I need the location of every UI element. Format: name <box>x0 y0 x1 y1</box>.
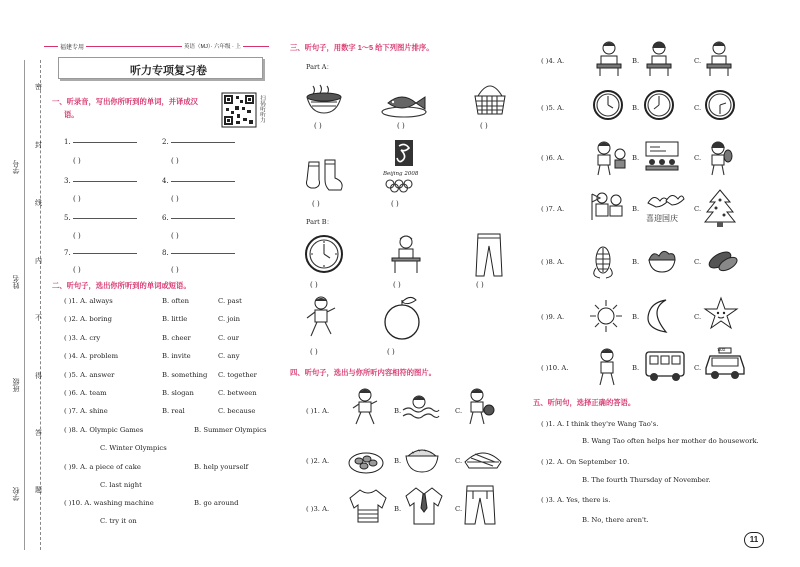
beijing-2008-emblem-icon <box>381 140 427 192</box>
margin-rule <box>24 60 25 550</box>
s2-row-2-c[interactable]: C. join <box>218 315 241 323</box>
s5-q3-b[interactable]: B. No, there aren't. <box>582 516 649 524</box>
section-1-title-cont: 语。 <box>64 110 79 119</box>
s5-q1-b[interactable]: B. Wang Tao often helps her mother do housework. <box>582 437 759 445</box>
s5-q2-a[interactable]: ( )2. A. On September 10. <box>541 458 630 466</box>
s2-row-3-b[interactable]: B. cheer <box>162 334 191 342</box>
margin-label-5: 不 <box>35 315 42 322</box>
s2-row-2-b[interactable]: B. little <box>162 315 188 323</box>
section-2-title: 二、听句子，选出你所听到的单词或短语。 <box>52 281 191 290</box>
beijing-2008-label: Beijing 2008 <box>383 171 419 177</box>
answer-line[interactable] <box>73 218 137 219</box>
word-item-6: 6. <box>162 214 235 222</box>
shirt-tie-icon <box>404 486 444 526</box>
boy-walking-icon <box>592 348 622 386</box>
word-item-4: 4. <box>162 177 235 185</box>
s4-q4-b[interactable]: B. <box>632 57 640 65</box>
margin-label-1: 密 <box>35 84 42 91</box>
s4-q6-c[interactable]: C. <box>694 154 702 162</box>
s2-row-5-c[interactable]: C. together <box>218 371 257 379</box>
section-3-title: 三、听句子，用数字 1～5 给下列图片排序。 <box>290 43 434 52</box>
margin-label-4: 内 <box>35 258 42 265</box>
field-school: 学校 <box>13 487 20 501</box>
translation-paren[interactable]: ( ) <box>73 266 81 274</box>
translation-paren[interactable]: ( ) <box>171 266 179 274</box>
basket-icon <box>472 80 508 116</box>
boy-swimming-icon <box>401 392 441 424</box>
section-1-title: 一、听录音，写出你所听到的单词，并译成汉 <box>52 97 198 106</box>
part-b-label: Part B： <box>306 218 334 226</box>
s4-q5-a[interactable]: ( )5. A. <box>541 104 565 112</box>
s5-q2-b[interactable]: B. The fourth Thursday of November. <box>582 476 711 484</box>
s2-row-10-b[interactable]: B. go around <box>194 499 239 507</box>
s2-row-6-b[interactable]: B. slogan <box>162 389 194 397</box>
word-item-8: 8. <box>162 249 235 257</box>
clock-icon <box>704 89 736 121</box>
s2-row-10-a[interactable]: ( )10. A. washing machine <box>64 499 154 507</box>
moon-icon <box>646 298 676 334</box>
s2-row-1-c[interactable]: C. past <box>218 297 242 305</box>
soup-bowl-icon <box>305 84 343 116</box>
s4-q6-a[interactable]: ( )6. A. <box>541 154 565 162</box>
bus-icon <box>644 348 686 384</box>
sandwich-icon <box>463 448 503 472</box>
translation-paren[interactable]: ( ) <box>73 232 81 240</box>
word-item-2: 2. <box>162 138 235 146</box>
sweater-icon <box>348 488 388 524</box>
salad-bowl-icon <box>647 250 677 274</box>
s4-q8-c[interactable]: C. <box>694 258 702 266</box>
answer-line[interactable] <box>171 218 235 219</box>
s2-row-7-a[interactable]: ( )7. A. shine <box>64 407 108 415</box>
word-item-7: 7. <box>64 249 137 257</box>
s4-q9-b[interactable]: B. <box>632 313 640 321</box>
s2-row-4-a[interactable]: ( )4. A. problem <box>64 352 119 360</box>
s4-q10-a[interactable]: ( )10. A. <box>541 364 569 372</box>
answer-line[interactable] <box>73 253 137 254</box>
s4-q4-a[interactable]: ( )4. A. <box>541 57 565 65</box>
answer-line[interactable] <box>73 142 137 143</box>
child-reading-icon <box>594 40 624 78</box>
word-item-3: 3. <box>64 177 137 185</box>
field-student-number: 学号 <box>13 160 20 174</box>
cut-line <box>40 60 41 550</box>
girl-writing-icon <box>644 40 674 78</box>
s2-row-9-a[interactable]: ( )9. A. a piece of cake <box>64 463 141 471</box>
boy-drawing-icon <box>704 40 734 78</box>
s5-q3-a[interactable]: ( )3. A. Yes, there is. <box>541 496 611 504</box>
field-name: 姓名 <box>13 275 20 289</box>
christmas-tree-icon <box>704 188 736 228</box>
s4-q3-a[interactable]: ( )3. A. <box>306 505 330 513</box>
corn-icon <box>590 244 616 280</box>
s4-q7-a[interactable]: ( )7. A. <box>541 205 565 213</box>
order-paren[interactable]: ( ) <box>310 348 318 356</box>
running-boy-icon <box>305 296 339 340</box>
trousers-icon <box>474 232 504 278</box>
star-character-icon <box>704 296 738 334</box>
order-paren[interactable]: ( ) <box>480 122 488 130</box>
classroom-icon <box>642 140 682 174</box>
translation-paren[interactable]: ( ) <box>73 157 81 165</box>
s4-q5-c[interactable]: C. <box>694 104 702 112</box>
s4-q8-b[interactable]: B. <box>632 258 640 266</box>
part-a-label: Part A： <box>306 63 333 71</box>
translation-paren[interactable]: ( ) <box>171 157 179 165</box>
boy-studying-icon <box>389 234 423 274</box>
s2-row-3-c[interactable]: C. our <box>218 334 239 342</box>
s2-row-3-a[interactable]: ( )3. A. cry <box>64 334 101 342</box>
translation-paren[interactable]: ( ) <box>171 232 179 240</box>
s2-row-9-b[interactable]: B. help yourself <box>194 463 249 471</box>
order-paren[interactable]: ( ) <box>387 348 395 356</box>
s4-q3-c[interactable]: C. <box>455 505 463 513</box>
s2-row-9-c[interactable]: C. last night <box>100 481 142 489</box>
order-paren[interactable]: ( ) <box>391 200 399 208</box>
s2-row-8-a[interactable]: ( )8. A. Olympic Games <box>64 426 144 434</box>
order-paren[interactable]: ( ) <box>312 200 320 208</box>
national-day-banner: 喜迎国庆 <box>646 214 678 223</box>
section-4-title: 四、听句子，选出与你所听内容相符的图片。 <box>290 368 436 377</box>
s4-q9-c[interactable]: C. <box>694 313 702 321</box>
order-paren[interactable]: ( ) <box>310 281 318 289</box>
orange-fruit-icon <box>382 296 422 340</box>
s4-q9-a[interactable]: ( )9. A. <box>541 313 565 321</box>
section-5-title: 五、听问句，选择正确的答语。 <box>533 398 636 407</box>
s4-q6-b[interactable]: B. <box>632 154 640 162</box>
s2-row-10-c[interactable]: C. try it on <box>100 517 137 525</box>
order-paren[interactable]: ( ) <box>397 122 405 130</box>
answer-line[interactable] <box>73 181 137 182</box>
qr-caption: 扫码听听力 <box>259 95 265 123</box>
translation-paren[interactable]: ( ) <box>171 195 179 203</box>
qr-code-icon <box>222 93 256 127</box>
s4-q7-c[interactable]: C. <box>694 205 702 213</box>
s2-row-2-a[interactable]: ( )2. A. boring <box>64 315 112 323</box>
fish-plate-icon <box>380 92 428 118</box>
s5-q1-a[interactable]: ( )1. A. I think they're Wang Tao's. <box>541 420 659 428</box>
s2-row-7-b[interactable]: B. real <box>162 407 185 415</box>
s2-row-5-b[interactable]: B. something <box>162 371 208 379</box>
answer-line[interactable] <box>171 142 235 143</box>
field-class: 班级 <box>13 378 20 392</box>
dumplings-plate-icon <box>348 446 384 474</box>
s2-row-1-b[interactable]: B. often <box>162 297 190 305</box>
s2-row-6-c[interactable]: C. between <box>218 389 257 397</box>
s4-q2-b[interactable]: B. <box>394 457 402 465</box>
translation-paren[interactable]: ( ) <box>73 195 81 203</box>
s4-q4-c[interactable]: C. <box>694 57 702 65</box>
socks-icon <box>305 158 351 198</box>
clock-icon <box>304 234 344 274</box>
s2-row-8-b[interactable]: B. Summer Olympics <box>194 426 267 434</box>
taxi-sign-text: TAXI <box>717 348 726 352</box>
s4-q3-b[interactable]: B. <box>394 505 402 513</box>
clock-icon <box>643 89 675 121</box>
s4-q1-c[interactable]: C. <box>455 407 463 415</box>
rice-bowl-icon <box>404 446 440 474</box>
s4-q10-c[interactable]: C. <box>694 364 702 372</box>
page-title: 听力专项复习卷 <box>130 65 207 77</box>
order-paren[interactable]: ( ) <box>476 281 484 289</box>
s4-q10-b[interactable]: B. <box>632 364 640 372</box>
girl-running-icon <box>350 388 380 426</box>
jeans-icon <box>463 484 497 526</box>
header-book: 英语（MJ）· 六年级 · 上 <box>184 44 241 50</box>
answer-line[interactable] <box>171 181 235 182</box>
girl-violin-icon <box>704 140 736 176</box>
order-paren[interactable]: ( ) <box>314 122 322 130</box>
s4-q1-b[interactable]: B. <box>394 407 402 415</box>
margin-label-6: 得 <box>35 373 42 380</box>
s2-row-6-a[interactable]: ( )6. A. team <box>64 389 107 397</box>
s2-row-1-a[interactable]: ( )1. A. always <box>64 297 113 305</box>
s4-q5-b[interactable]: B. <box>632 104 640 112</box>
margin-label-3: 线 <box>35 200 42 207</box>
sweet-potatoes-icon <box>706 246 740 276</box>
kids-playing-icon <box>592 140 630 176</box>
header-region: 福建专用 <box>58 42 86 51</box>
s4-q7-b[interactable]: B. <box>632 205 640 213</box>
s4-q1-a[interactable]: ( )1. A. <box>306 407 330 415</box>
word-item-5: 5. <box>64 214 137 222</box>
answer-line[interactable] <box>171 253 235 254</box>
s2-row-5-a[interactable]: ( )5. A. answer <box>64 371 115 379</box>
s2-row-4-b[interactable]: B. invite <box>162 352 191 360</box>
s4-q2-c[interactable]: C. <box>455 457 463 465</box>
s4-q8-a[interactable]: ( )8. A. <box>541 258 565 266</box>
page-number: 11 <box>744 532 764 548</box>
word-item-1: 1. <box>64 138 137 146</box>
sun-icon <box>588 298 624 334</box>
boy-basketball-icon <box>463 388 495 426</box>
s4-q2-a[interactable]: ( )2. A. <box>306 457 330 465</box>
s2-row-7-c[interactable]: C. because <box>218 407 256 415</box>
s2-row-8-c[interactable]: C. Winter Olympics <box>100 444 167 452</box>
clock-icon <box>592 89 624 121</box>
order-paren[interactable]: ( ) <box>393 281 401 289</box>
family-celebration-icon <box>588 190 628 226</box>
doves-icon <box>644 193 684 211</box>
margin-label-7: 答 <box>35 430 42 437</box>
margin-label-2: 封 <box>35 142 42 149</box>
s2-row-4-c[interactable]: C. any <box>218 352 240 360</box>
margin-label-8: 题 <box>35 487 42 494</box>
